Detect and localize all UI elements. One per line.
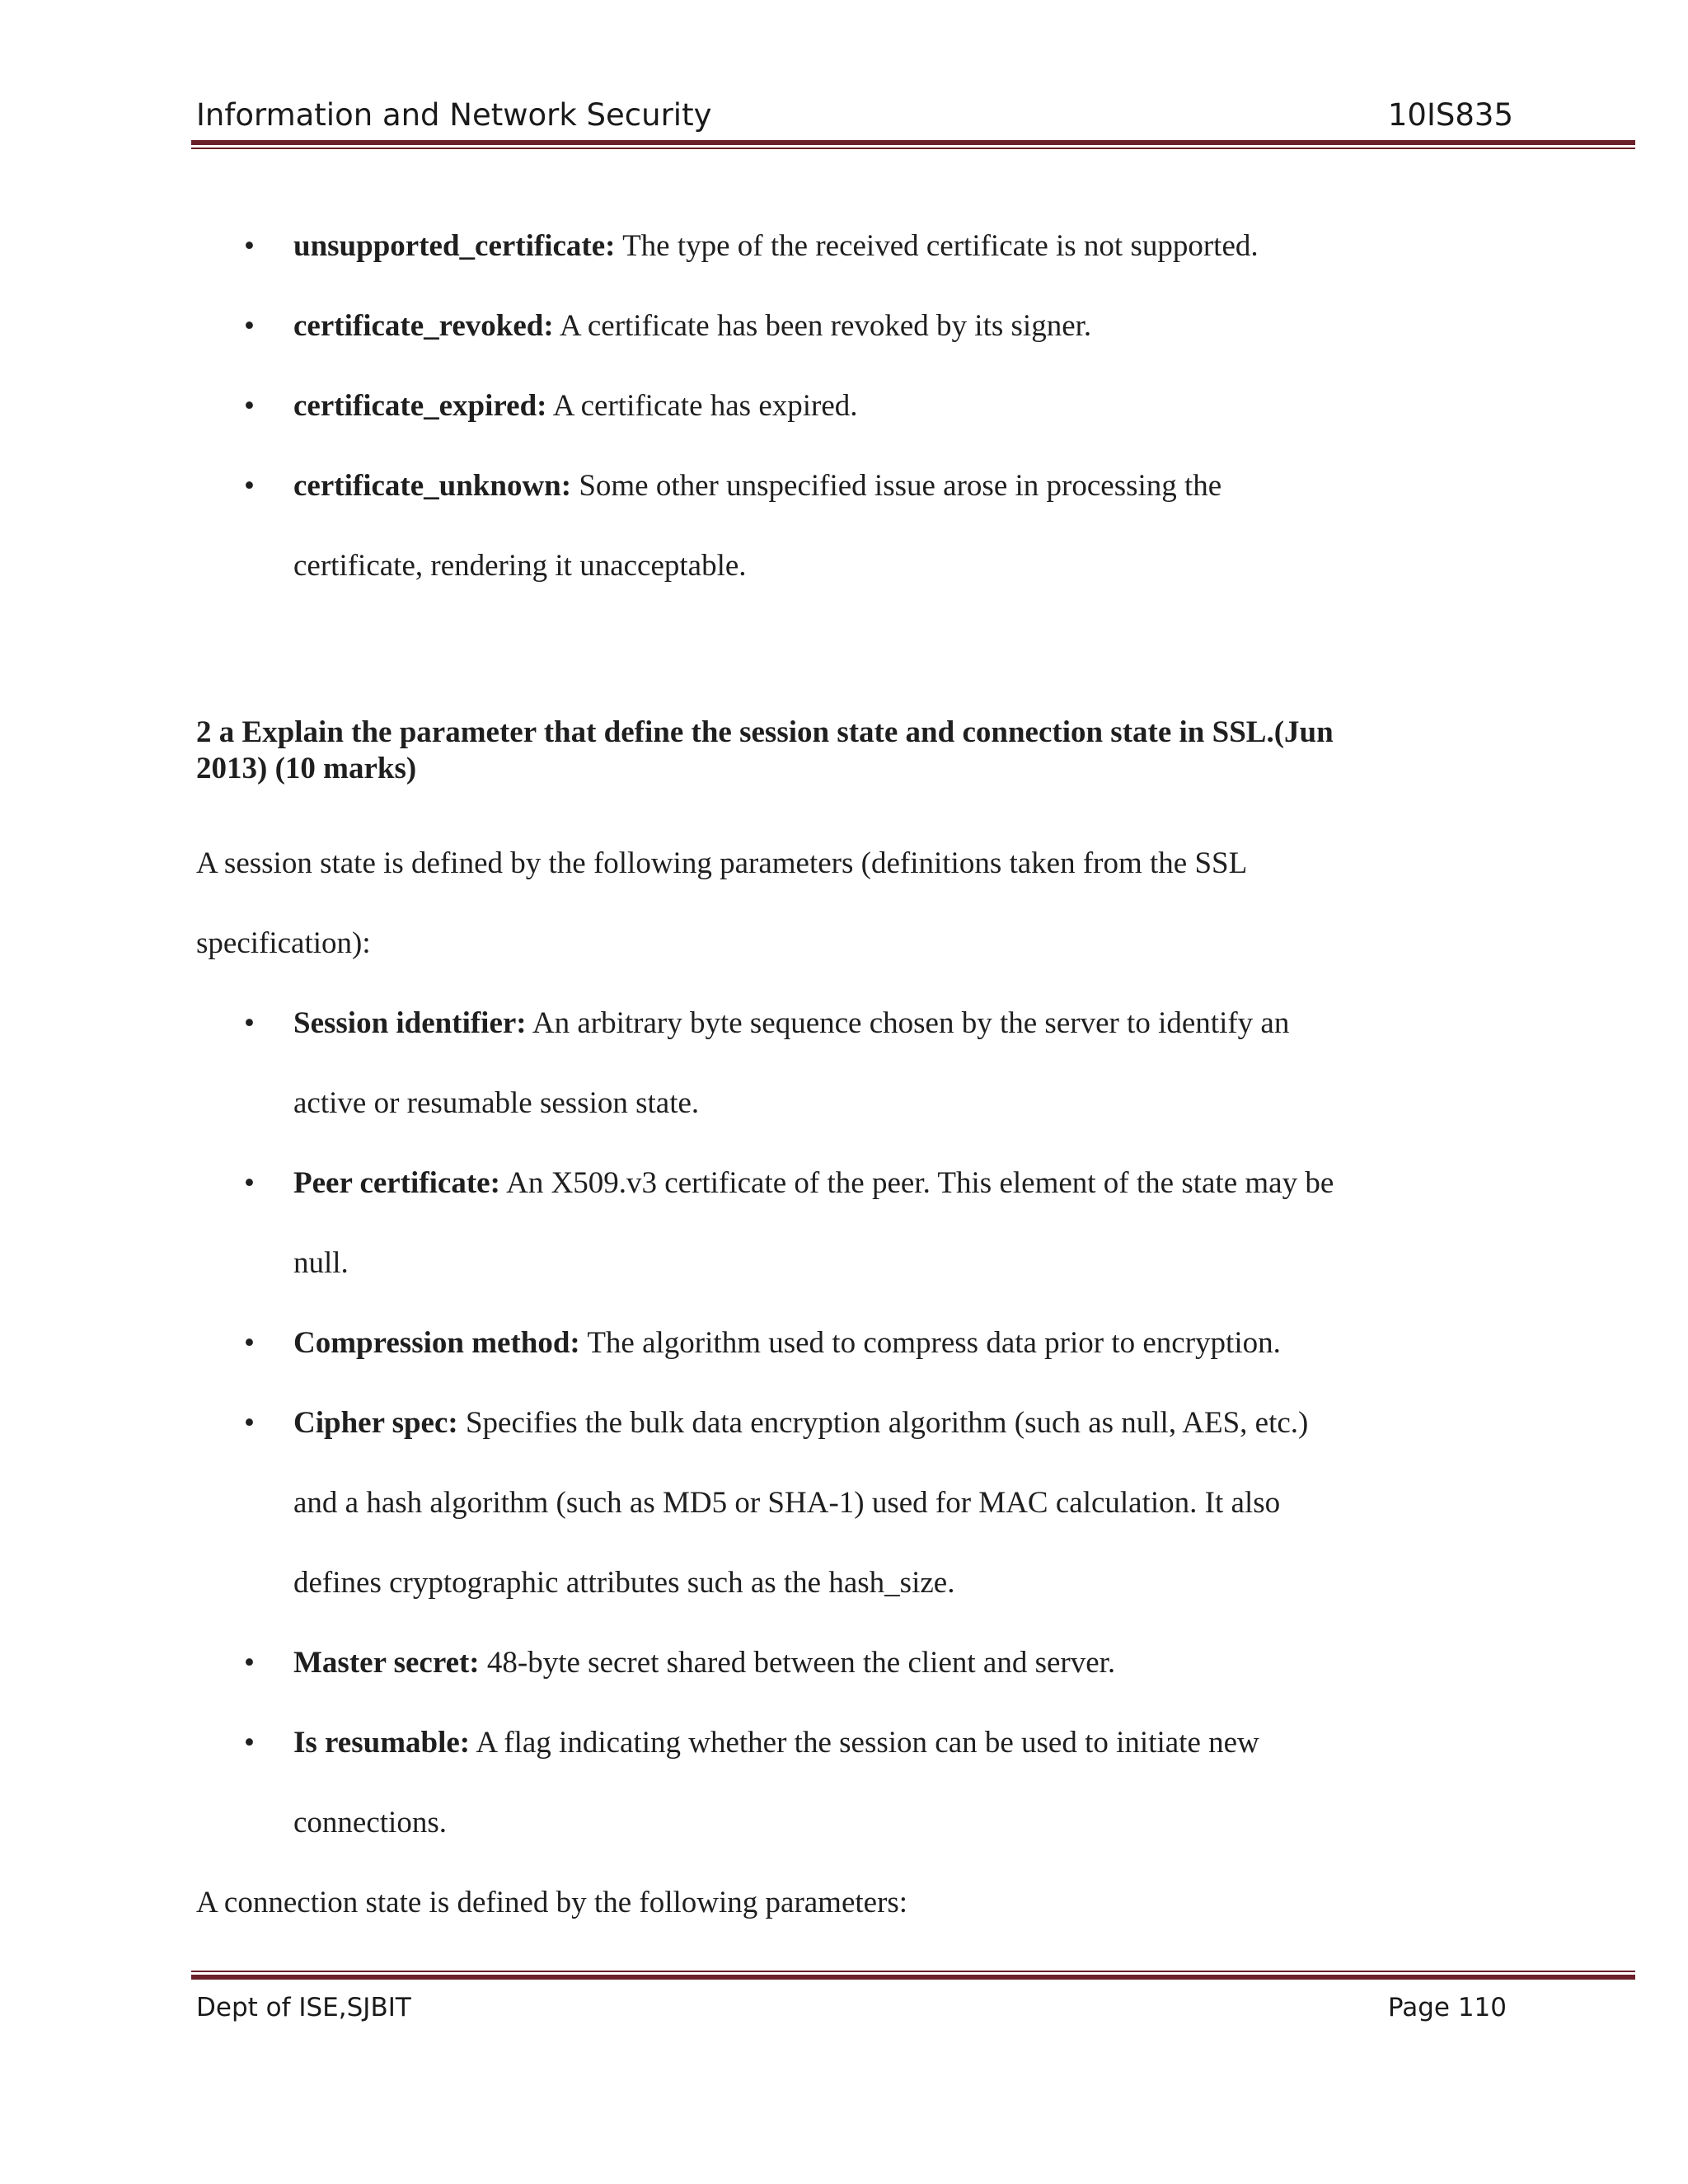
list-item-text: Some other unspecified issue arose in processing the <box>571 469 1222 503</box>
list-item-text: A certificate has been revoked by its signer. <box>553 309 1092 343</box>
page-header <box>196 97 1556 137</box>
question-line-1: 2 a Explain the parameter that define the session state and connection state in SSL.(Jun <box>196 715 1334 749</box>
list-item-text: 48-byte secret shared between the client and server. <box>479 1646 1116 1680</box>
list-item <box>196 206 1482 286</box>
list-item <box>196 983 1482 1143</box>
list-item-term: certificate_unknown: <box>293 469 572 503</box>
list-item <box>196 1703 1482 1863</box>
question-heading <box>196 715 1449 787</box>
intro-paragraph <box>196 823 1383 983</box>
page-content <box>196 206 1482 1943</box>
list-item-term: Peer certificate: <box>293 1166 500 1200</box>
list-item-term: Master secret: <box>293 1646 480 1680</box>
list-item-text: Specifies the bulk data encryption algorithm (such as null, AES, etc.) <box>457 1406 1309 1440</box>
list-item <box>196 1623 1482 1703</box>
list-item-term: Compression method: <box>293 1326 580 1360</box>
header-course-code: 10IS835 <box>1387 97 1513 133</box>
list-item-continuation: active or resumable session state. <box>293 1086 700 1120</box>
list-item-term: Cipher spec: <box>293 1406 458 1440</box>
list-item-text: The type of the received certificate is not supported. <box>615 229 1259 263</box>
header-title: Information and Network Security <box>196 97 712 133</box>
list-item <box>196 446 1482 606</box>
page-number: Page 110 <box>1387 1993 1507 2022</box>
list-item <box>196 286 1482 366</box>
list-item-term: certificate_revoked: <box>293 309 554 343</box>
intro-line-1: A session state is defined by the following parameters (definitions taken from the SSL <box>196 846 1248 880</box>
list-item-continuation: and a hash algorithm (such as MD5 or SHA-1) used for MAC calculation. It also <box>293 1486 1281 1520</box>
list-item-continuation: certificate, rendering it unacceptable. <box>293 549 747 583</box>
list-item-text: An arbitrary byte sequence chosen by the server to identify an <box>526 1006 1290 1040</box>
list-item-term: unsupported_certificate: <box>293 229 616 263</box>
list-item-text: The algorithm used to compress data prior to encryption. <box>579 1326 1281 1360</box>
footer-rule-thin <box>191 1971 1635 1972</box>
footer-department: Dept of ISE,SJBIT <box>196 1993 411 2022</box>
list-item-text: An X509.v3 certificate of the peer. This element of the state may be <box>499 1166 1334 1200</box>
list-item-term: Is resumable: <box>293 1726 471 1760</box>
header-rule-thin <box>191 148 1635 149</box>
list-item-term: certificate_expired: <box>293 389 547 423</box>
list-item <box>196 1143 1482 1303</box>
session-params-list <box>196 983 1482 1863</box>
question-line-2: 2013) (10 marks) <box>196 752 417 785</box>
list-item <box>196 366 1482 446</box>
list-item-continuation: connections. <box>293 1806 447 1840</box>
list-item-term: Session identifier: <box>293 1006 527 1040</box>
footer-rule <box>191 1975 1635 1980</box>
alerts-list <box>196 206 1482 606</box>
list-item-continuation: null. <box>293 1246 349 1280</box>
closing-paragraph: A connection state is defined by the following parameters: <box>196 1886 908 1919</box>
list-item <box>196 1383 1482 1623</box>
list-item-continuation: defines cryptographic attributes such as the hash_size. <box>293 1566 955 1600</box>
list-item <box>196 1303 1482 1383</box>
intro-line-2: specification): <box>196 926 371 960</box>
list-item-text: A certificate has expired. <box>546 389 858 423</box>
page-footer <box>196 1993 1556 2029</box>
list-item-text: A flag indicating whether the session can be used to initiate new <box>470 1726 1259 1760</box>
header-rule <box>191 140 1635 145</box>
